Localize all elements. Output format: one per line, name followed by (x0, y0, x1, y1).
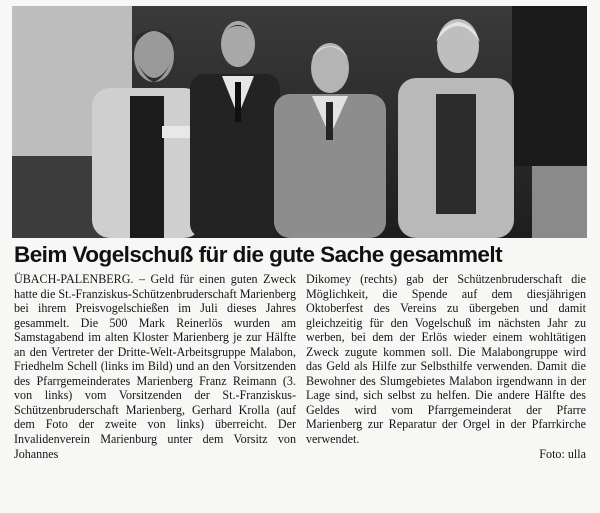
article-column-right-text: Dikomey (rechts) gab der Schützenbruderschaft die Möglichkeit, die Spende auf dem diesjährigen Oktoberfest des Vereins zu übergeben und damit gleichzeitig für den Vogelschuß im nächsten Jahr zu werben, bei dem der Erlös wieder einem wohltätigen Zweck zugute kommen soll. Die Malabongruppe wird das Geld als Hilfe zur Selbsthilfe verwenden. Damit die Bewohner des Slumgebietes Malabon irgendwann in der Lage sind, sich selbst zu helfen. Die andere Hälfte des Geldes wird vom Pfarrgemeinderat der Pfarre Marienberg zur Reparatur der Orgel in der Pfarrkirche verwendet. (306, 272, 586, 447)
press-photo (12, 6, 587, 238)
article-column-right (306, 272, 586, 461)
photo-illustration (12, 6, 587, 238)
headline: Beim Vogelschuß für die gute Sache gesammelt (14, 242, 503, 267)
article-column-left: ÜBACH-PALENBERG. – Geld für einen guten Zweck hatte die St.-Franziskus-Schützenbruderschaft Marienberg bei ihrem Preisvogelschießen im Juli dieses Jahres gesammelt. Die 500 Mark Reinerlös wurden am Samstagabend im alten Kloster Marienberg je zur Hälfte an den Vertreter der Dritte-Welt-Arbeitsgruppe Malabon, Friedhelm Schell (links im Bild) und an den Vorsitzenden des Pfarrgemeinderates Marienberg Franz Reimann (3. von links) vom Vorsitzenden der St.-Franziskus-Schützenbruderschaft Marienberg, Gerhard Krolla (auf dem Foto der zweite von links) überreicht. Der Invalidenverein Marienburg unter dem Vorsitz von Johannes (14, 272, 296, 461)
photo-credit: Foto: ulla (539, 446, 586, 461)
